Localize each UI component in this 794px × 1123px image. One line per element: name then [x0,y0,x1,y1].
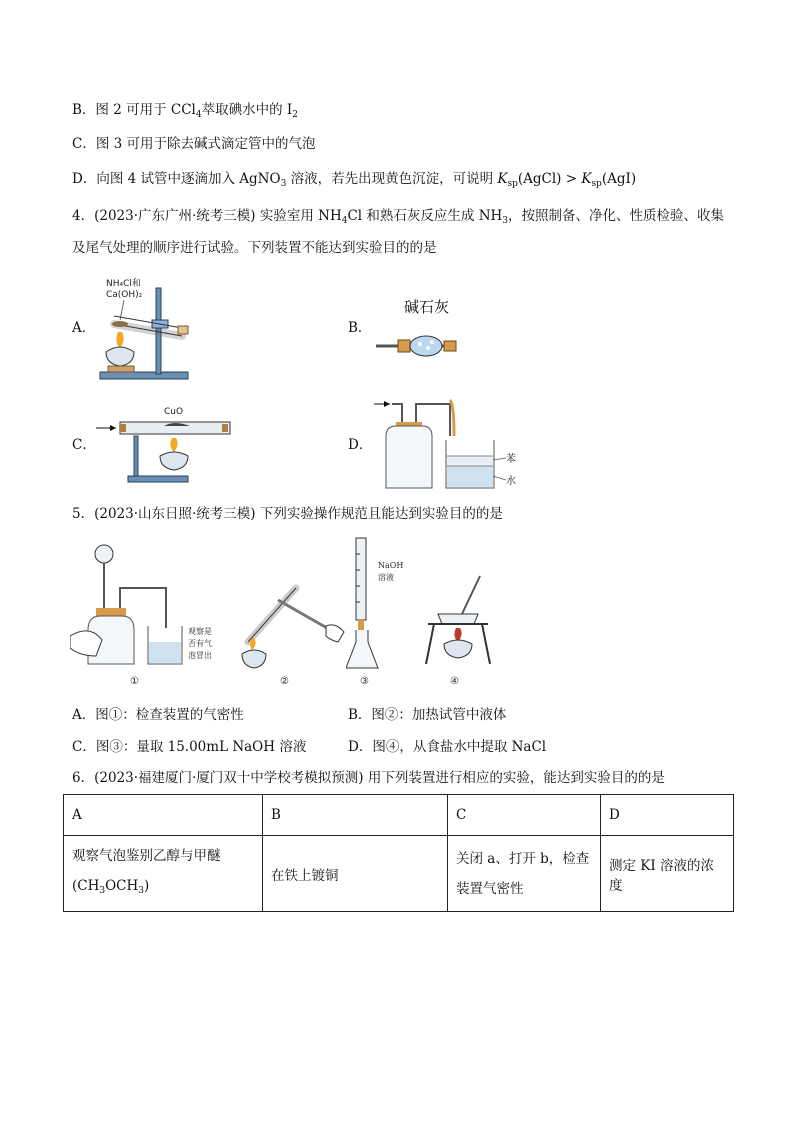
q4-stem-line1 [72,206,724,231]
q4-label-a: A． [72,320,96,336]
table-header-row [64,795,734,836]
fig3-label-1: NaOH [378,561,404,570]
fig-a-label-2: Ca(OH)₂ [106,290,143,300]
fig3-number: ③ [360,676,369,687]
ksp-sub-2: sp [591,179,602,189]
q4-figure-c-cuo-tube [94,400,234,486]
fig-a-label-1: NH₄Cl和 [106,279,141,289]
q3-option-b-tail: 萃取碘水中的 I [201,102,293,118]
cell-c-line1: 关闭 a、打开 b，检查 [456,850,590,867]
q5-figure-3-burette [346,534,416,688]
q4-figure-b-drying-tube [374,296,474,362]
q4-stem-c: ，按照制备、净化、性质检验、收集 [508,208,725,224]
cell-a-formula-b: OCH [105,878,139,894]
fig-b-label: 碱石灰 [404,298,450,316]
q3-option-b [72,100,298,125]
cell-a-formula-sub1: 3 [99,886,106,896]
cell-a [64,836,263,912]
q3-option-b-sub: 4 [195,110,202,120]
q3-option-d-mid: 溶液，若先出现黄色沉淀，可说明 [286,171,494,187]
q4-label-b: B． [348,320,372,336]
q3-option-d [72,169,636,194]
table-header-a: A [64,795,263,836]
q4-stem-line2: 及尾气处理的顺序进行试验。下列装置不能达到实验目的的是 [72,240,437,256]
fig1-note-2: 否有气 [188,639,212,648]
ksp-symbol-2: K [581,171,592,187]
q4-stem-sub1: 4 [341,216,348,226]
ksp-symbol-1: K [497,171,508,187]
fig1-number: ① [130,676,139,687]
q3-option-d-agi: (AgI) [601,171,637,187]
table-header-d: D [601,795,734,836]
q3-option-d-agcl: (AgCl) > [517,171,582,187]
q3-option-d-text: D．向图 4 试管中逐滴加入 AgNO [72,171,281,187]
q4-label-c: C． [72,437,96,453]
q4-figure-a-heating-apparatus [94,272,204,384]
q3-option-d-sub: 3 [280,179,287,189]
table-header-b: B [263,795,448,836]
fig1-note-3: 泡冒出 [188,651,212,660]
q5-option-c: C．图③：量取 15.00mL NaOH 溶液 [72,739,307,755]
q5-stem: 5．(2023·山东日照·统考三模) 下列实验操作规范且能达到实验目的的是 [72,506,503,522]
table-row [64,836,734,912]
fig1-note-1: 观察是 [188,627,212,636]
q5-figure-4-evaporation [420,574,500,688]
cell-a-formula-a: (CH [72,878,100,894]
fig4-number: ④ [450,676,459,687]
q5-option-d: D．图④，从食盐水中提取 NaCl [348,739,547,755]
q4-stem-sub2: 3 [502,216,509,226]
q4-stem-b: Cl 和熟石灰反应生成 NH [347,208,503,224]
q5-figure-2-heating-test-tube [238,582,348,688]
cell-a-formula-c: ) [144,878,150,894]
cell-d: 测定 KI 溶液的浓度 [601,836,734,912]
cell-c-line2: 装置气密性 [456,880,524,897]
fig-d-label-2: 水 [506,476,516,487]
cell-a-line2 [72,871,254,906]
q4-figure-d-gas-bottle-beaker [372,396,522,492]
q5-figure-1-airtightness [70,540,220,688]
cell-b: 在铁上镀铜 [263,836,448,912]
fig3-label-2: 溶液 [378,573,394,582]
q6-options-table [63,794,734,912]
cell-a-formula-sub2: 3 [138,886,145,896]
q3-option-b-text: B．图 2 可用于 CCl [72,102,196,118]
fig2-number: ② [280,676,289,687]
fig-d-label-1: 苯 [506,454,516,465]
q5-option-a: A．图①：检查装置的气密性 [72,707,244,723]
fig-c-label: CuO [164,407,184,417]
q3-option-c: C．图 3 可用于除去碱式滴定管中的气泡 [72,136,316,152]
q4-label-d: D． [348,437,373,453]
table-header-c: C [448,795,601,836]
q3-option-b-tail-sub: 2 [292,110,298,120]
q5-option-b: B．图②：加热试管中液体 [348,707,507,723]
cell-c [448,836,601,912]
q6-stem: 6．(2023·福建厦门·厦门双十中学校考模拟预测) 用下列装置进行相应的实验，能达到实验目的的是 [72,770,665,786]
cell-a-line1: 观察气泡鉴别乙醇与甲醚 [72,848,221,864]
ksp-sub-1: sp [507,179,518,189]
q4-stem-a: 4．(2023·广东广州·统考三模) 实验室用 NH [72,208,342,224]
